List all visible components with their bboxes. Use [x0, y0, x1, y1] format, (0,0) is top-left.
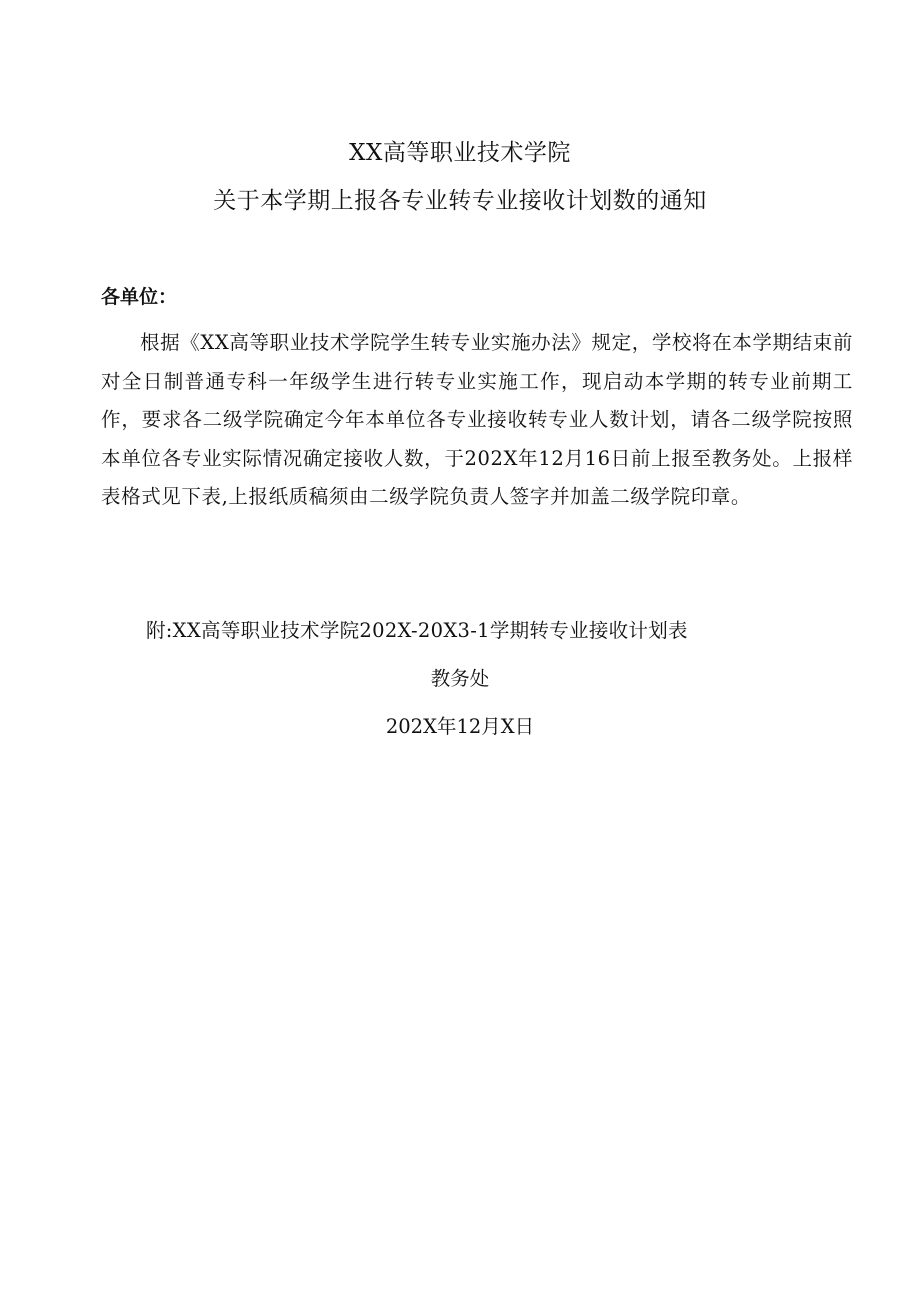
issuer-signature: 教务处 — [430, 667, 490, 690]
issue-date: 202X年12月X日 — [385, 715, 535, 738]
notice-body-paragraph: 根据《XX高等职业技术学院学生转专业实施办法》规定，学校将在本学期结束前对全日制普通专科一年级学生进行转专业实施工作，现启动本学期的转专业前期工作，要求各二级学院确定今年本单位各专业接收转专业人数计划，请各二级学院按照本单位各专业实际情况确定接收人数，于202X年12月16日前上报至教务处。上报样表格式见下表,上报纸质稿须由二级学院负责人签字并加盖二级学院印章。 — [101, 331, 853, 509]
document-title-line1: XX高等职业技术学院 — [349, 140, 571, 166]
document-title-line2: 关于本学期上报各专业转专业接收计划数的通知 — [213, 188, 707, 214]
attachment-line: 附:XX高等职业技术学院202X-20X3-1学期转专业接收计划表 — [146, 619, 688, 642]
salutation: 各单位： — [101, 286, 178, 308]
